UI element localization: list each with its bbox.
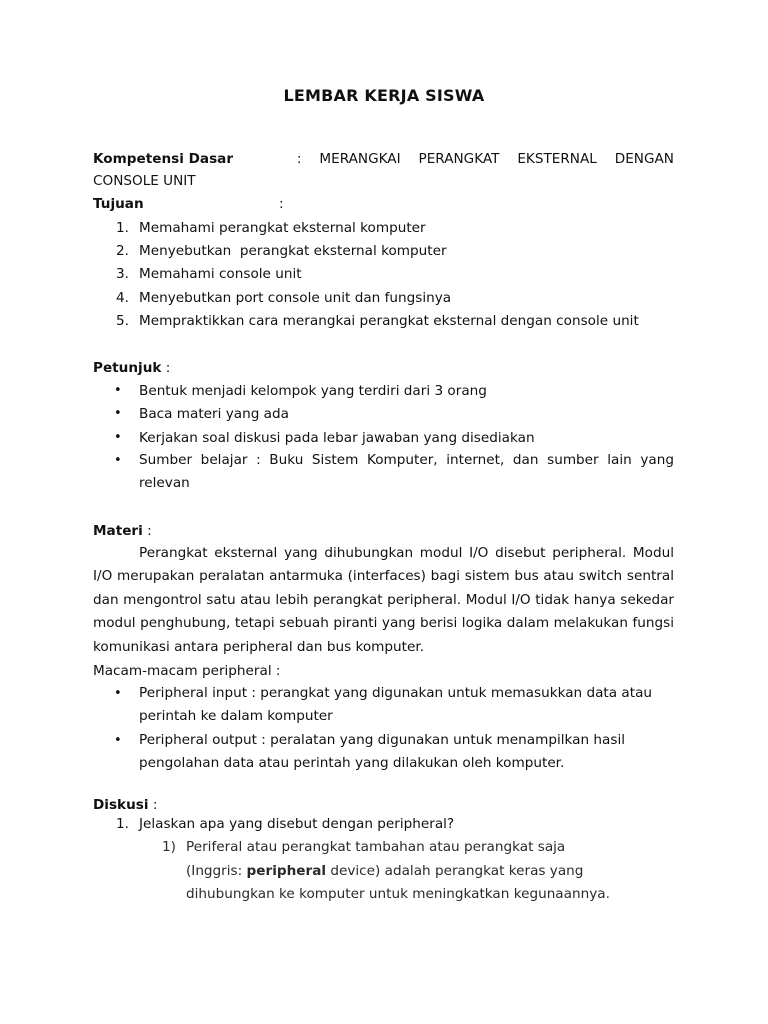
tujuan-item: Menyebutkan perangkat eksternal komputer	[139, 243, 447, 259]
kompetensi-word: DENGAN	[614, 151, 674, 167]
petunjuk-heading	[93, 360, 170, 376]
tujuan-number: 5.	[116, 313, 129, 329]
bullet-icon: •	[114, 383, 122, 398]
tujuan-number: 1.	[116, 220, 129, 236]
peripheral-type-item: Peripheral input : perangkat yang digunakan untuk memasukkan data atau perintah ke dalam komputer	[139, 685, 653, 725]
tujuan-item: Menyebutkan port console unit dan fungsinya	[139, 290, 452, 306]
bullet-icon: •	[114, 406, 122, 421]
diskusi-heading	[93, 797, 157, 813]
kompetensi-dasar-line	[93, 149, 674, 169]
petunjuk-item: Kerjakan soal diskusi pada lebar jawaban yang disediakan	[139, 430, 535, 446]
kompetensi-label: Kompetensi Dasar	[93, 151, 234, 167]
kompetensi-word: PERANGKAT	[418, 151, 500, 167]
bullet-icon: •	[114, 686, 122, 701]
petunjuk-item: Baca materi yang ada	[139, 406, 289, 422]
materi-paragraph: Perangkat eksternal yang dihubungkan modul I/O disebut peripheral. Modul I/O merupakan peralatan antarmuka (interfaces) bagi sistem bus atau switch sentral dan mengontrol satu atau lebih perangkat peripheral. Modul I/O tidak hanya sekedar modul penghubung, tetapi sebuah piranti yang berisi logika dalam melakukan fungsi komunikasi antara peripheral dan bus komputer.	[93, 545, 674, 655]
question-number: 1.	[116, 816, 129, 832]
answer-line: Periferal atau perangkat tambahan atau perangkat saja	[186, 839, 566, 855]
kompetensi-continuation: CONSOLE UNIT	[93, 173, 196, 189]
bullet-icon: •	[114, 733, 122, 748]
materi-label: Materi	[93, 523, 143, 539]
answer-number: 1)	[162, 839, 176, 855]
answer-text: device) adalah perangkat keras yang	[326, 863, 584, 879]
page-title: LEMBAR KERJA SISWA	[283, 86, 485, 105]
diskusi-colon: :	[148, 797, 158, 813]
kompetensi-colon: :	[296, 151, 302, 167]
tujuan-number: 3.	[116, 266, 129, 282]
petunjuk-item: Sumber belajar : Buku Sistem Komputer, internet, dan sumber lain yang relevan	[139, 452, 674, 492]
peripheral-type-item: Peripheral output : peralatan yang digunakan untuk menampilkan hasil pengolahan data atau perintah yang dilakukan oleh komputer.	[139, 732, 626, 772]
diskusi-label: Diskusi	[93, 797, 149, 813]
bullet-icon: •	[114, 430, 122, 445]
answer-line: dihubungkan ke komputer untuk meningkatkan kegunaannya.	[186, 886, 610, 902]
tujuan-label: Tujuan	[93, 196, 144, 212]
petunjuk-item: Bentuk menjadi kelompok yang terdiri dari 3 orang	[139, 383, 487, 399]
tujuan-item: Memahami perangkat eksternal komputer	[139, 220, 426, 236]
kompetensi-word: EKSTERNAL	[517, 151, 597, 167]
answer-line	[186, 863, 583, 879]
tujuan-item: Memahami console unit	[139, 266, 302, 282]
tujuan-item: Mempraktikkan cara merangkai perangkat eksternal dengan console unit	[139, 313, 639, 329]
materi-heading	[93, 523, 152, 539]
petunjuk-label: Petunjuk	[93, 360, 162, 376]
answer-bold-term: peripheral	[246, 863, 327, 879]
tujuan-number: 4.	[116, 290, 129, 306]
tujuan-number: 2.	[116, 243, 129, 259]
bullet-icon: •	[114, 453, 122, 468]
answer-text: (Inggris:	[186, 863, 247, 879]
tujuan-colon: :	[279, 196, 284, 212]
question-text: Jelaskan apa yang disebut dengan peripheral?	[139, 816, 455, 832]
kompetensi-word: MERANGKAI	[319, 151, 401, 167]
materi-colon: :	[142, 523, 152, 539]
petunjuk-colon: :	[161, 360, 171, 376]
macam-peripheral-line: Macam-macam peripheral :	[93, 663, 281, 679]
